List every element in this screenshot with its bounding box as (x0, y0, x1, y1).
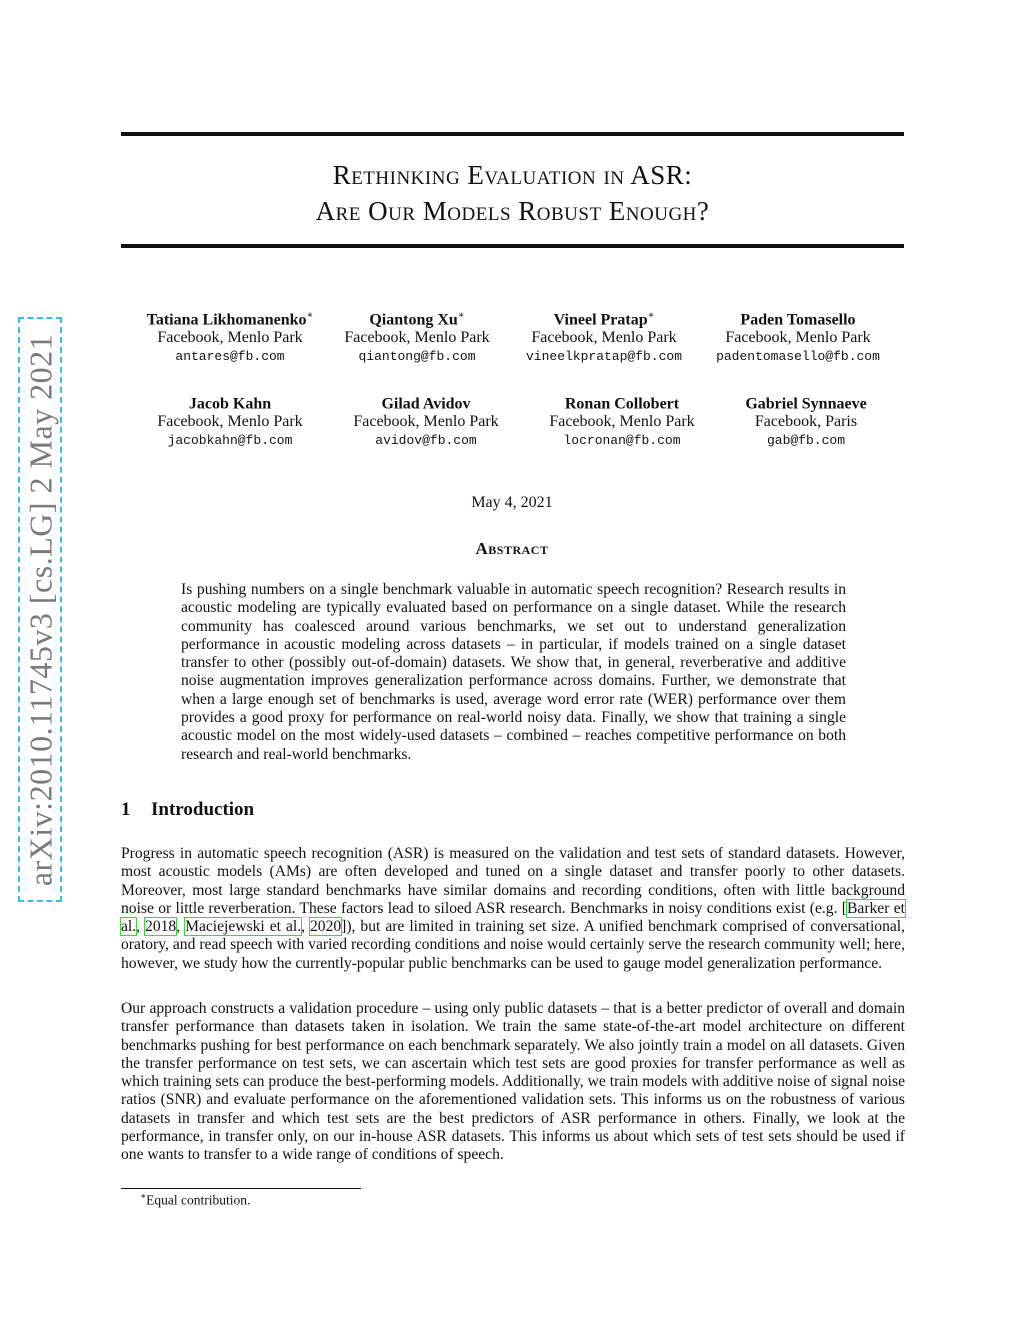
author-block (316, 391, 536, 450)
footnote: ∗Equal contribution. (140, 1191, 251, 1208)
author-block (688, 307, 908, 366)
author-email[interactable]: antares@fb.com (175, 349, 285, 365)
author-name: Gabriel Synnaeve (745, 395, 867, 413)
citation-link[interactable]: 2020 (309, 918, 342, 936)
citation-link[interactable]: Maciejewski et al. (185, 918, 302, 936)
author-name: Tatiana Likhomanenko∗ (146, 310, 314, 329)
author-affiliation: Facebook, Menlo Park (549, 413, 695, 431)
intro-paragraph-1: Progress in automatic speech recognition (ASR) is measured on the validation and test sets of standard datasets. However, most acoustic models (AMs) are often developed and tuned on a single dataset and transfer poorly to other datasets. Moreover, most large standard benchmarks have similar domains and recording conditions, often with little background noise or little reverberation. These factors lead to siloed ASR research. Benchmarks in noisy conditions exist (e.g. [Barker et al., 2018, Maciejewski et al., 2020]), but are limited in training set size. A unified benchmark comprised of conversational, oratory, and read speech with varied recording conditions and noise would certainly serve the research community well; here, however, we study how the currently-popular public benchmarks can be used to gauge model generalization performance. (121, 845, 906, 972)
paper-title-line-1: Rethinking Evaluation in ASR: (332, 160, 693, 190)
paper-title-line-2: Are Our Models Robust Enough? (315, 196, 710, 226)
author-name: Qiantong Xu∗ (369, 310, 465, 329)
author-affiliation: Facebook, Menlo Park (725, 329, 871, 347)
author-email[interactable]: gab@fb.com (766, 433, 845, 449)
author-affiliation: Facebook, Menlo Park (353, 413, 499, 431)
section-number: 1 (121, 799, 131, 820)
author-email[interactable]: locronan@fb.com (563, 433, 681, 449)
section-heading-introduction (121, 799, 254, 821)
author-affiliation: Facebook, Paris (754, 413, 858, 431)
author-name: Gilad Avidov (381, 395, 471, 413)
author-email[interactable]: jacobkahn@fb.com (167, 433, 293, 449)
author-name: Paden Tomasello (740, 311, 856, 329)
author-affiliation: Facebook, Menlo Park (531, 329, 677, 347)
author-email[interactable]: vineelkpratap@fb.com (525, 349, 683, 365)
title-rule-bottom (121, 244, 904, 248)
abstract-body: Is pushing numbers on a single benchmark valuable in automatic speech recognition? Research results in acoustic modeling are typically evaluated based on performance on a single dataset. While the research community has coalesced around various benchmarks, we set out to understand generalization performance in acoustic modeling across datasets – in particular, if models trained on a single dataset transfer to other (possibly out-of-domain) datasets. We show that, in general, reverberative and additive noise augmentation improves generalization performance across domains. Further, we demonstrate that when a large enough set of benchmarks is used, average word error rate (WER) performance over them provides a good proxy for performance on real-world noisy data. Finally, we show that training a single acoustic model on the most widely-used datasets – combined – reaches competitive performance on both research and real-world benchmarks. (181, 581, 846, 763)
author-block (120, 391, 340, 450)
section-title: Introduction (151, 799, 255, 820)
author-block (494, 307, 714, 366)
author-block (696, 391, 916, 450)
author-email[interactable]: qiantong@fb.com (358, 349, 476, 365)
author-affiliation: Facebook, Menlo Park (157, 413, 303, 431)
author-affiliation: Facebook, Menlo Park (344, 329, 490, 347)
intro-paragraph-2: Our approach constructs a validation procedure – using only public datasets – that is a better predictor of overall and domain transfer performance than datasets taken in isolation. We train the same state-of-the-art model architecture on different benchmarks pushing for best performance on each benchmark separately. We also jointly train a model on all datasets. Given the transfer performance on test sets, we can ascertain which test sets are good proxies for transfer performance as well as which training sets can produce the best-performing models. Additionally, we train models with additive noise of signal noise ratios (SNR) and evaluate performance on the aforementioned validation sets. This informs us on the robustness of various datasets in transfer and which test sets are the best predictors of ASR performance in others. Finally, we look at the performance, in transfer only, on our in-house ASR datasets. This informs us about which sets of test sets should be used if one wants to transfer to a wide range of conditions of speech. (121, 1000, 905, 1164)
author-name: Vineel Pratap∗ (553, 310, 655, 329)
author-affiliation: Facebook, Menlo Park (157, 329, 303, 347)
title-rule-top (121, 132, 904, 136)
citation-link[interactable]: Barker et al. (121, 899, 905, 936)
author-name: Ronan Collobert (564, 395, 680, 413)
abstract-heading: Abstract (475, 539, 549, 558)
author-email[interactable]: padentomasello@fb.com (716, 349, 880, 365)
author-email[interactable]: avidov@fb.com (375, 433, 477, 449)
author-name: Jacob Kahn (188, 395, 272, 413)
arxiv-stamp-text: arXiv:2010.11745v3 [cs.LG] 2 May 2021 (22, 333, 59, 887)
citation-link[interactable]: 2018 (145, 918, 177, 936)
paper-date: May 4, 2021 (471, 494, 553, 511)
footnote-rule (121, 1188, 361, 1189)
